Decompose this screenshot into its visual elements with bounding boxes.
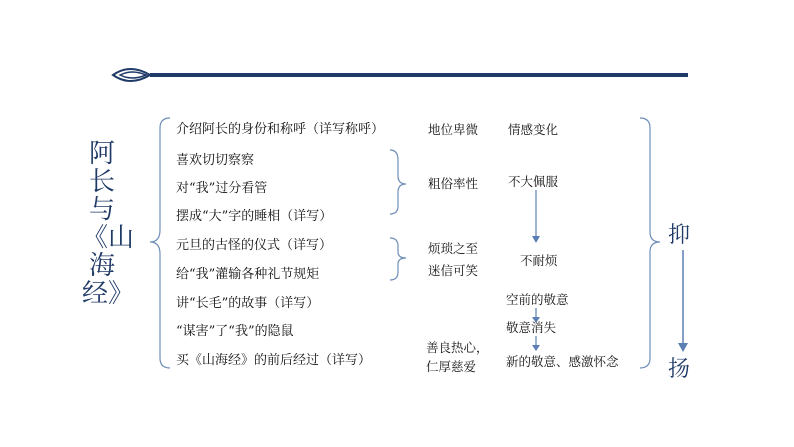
event-item: 摆成“大”字的睡相（详写）: [176, 209, 333, 224]
feeling-header: 情感变化: [508, 122, 559, 137]
top-banner: [113, 69, 688, 81]
brace-crude: [390, 150, 406, 214]
trait-fussy-line2: 迷信可笑: [428, 263, 479, 278]
event-item: 买《山海经》的前后经过（详写）: [176, 353, 372, 368]
right-brace: [640, 118, 660, 368]
event-item: 给“我”灌输各种礼节规矩: [176, 267, 320, 282]
trait-status: 地位卑微: [428, 122, 479, 137]
event-item: 介绍阿长的身份和称呼（详写称呼）: [176, 122, 385, 137]
trait-crude: 粗俗率性: [428, 176, 479, 191]
trait-fussy-line1: 烦琐之至: [428, 241, 479, 256]
brace-fussy: [390, 238, 406, 280]
praise-label: 扬: [668, 357, 691, 382]
feeling-item: 敬意消失: [506, 320, 557, 335]
event-item: “谋害”了“我”的隐鼠: [176, 324, 294, 339]
event-item: 讲“长毛”的故事（详写）: [176, 296, 320, 311]
banner-leaf-inner: [120, 72, 146, 78]
trait-kind-line2: 仁厚慈爱: [426, 359, 477, 374]
arrow-f1-f2-head: [532, 236, 540, 243]
event-item: 元旦的古怪的仪式（详写）: [176, 238, 333, 253]
suppress-label: 抑: [668, 223, 691, 248]
arrow-suppress-praise-head: [678, 343, 688, 352]
event-item: 对“我”过分看管: [176, 181, 268, 196]
feeling-item: 空前的敬意: [506, 292, 569, 307]
arrow-f4-f5-head: [532, 345, 540, 351]
feeling-item: 不耐烦: [520, 253, 558, 268]
lesson-title: 阿长与《山海经》: [82, 139, 135, 309]
trait-kind-line1: 善良热心，: [426, 340, 489, 355]
event-item: 喜欢切切察察: [176, 153, 255, 168]
feeling-item: 不大佩服: [508, 174, 559, 189]
left-brace: [150, 118, 170, 368]
feeling-item: 新的敬意、感激怀念: [506, 354, 619, 369]
